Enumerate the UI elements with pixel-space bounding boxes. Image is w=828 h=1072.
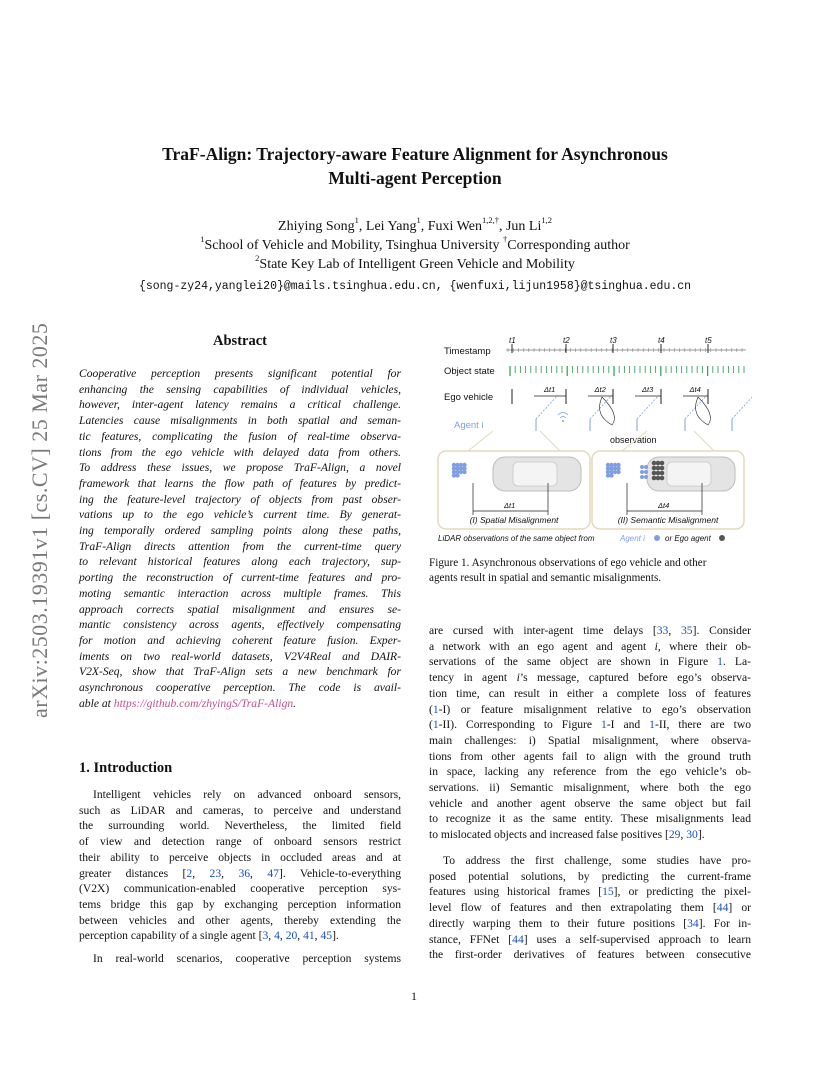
legend-agent-text: Agent i <box>620 534 645 543</box>
figure-panels <box>438 431 744 543</box>
text-line <box>429 702 751 718</box>
title-line-1: TraF-Align: Trajectory-aware Feature Alignment for Asynchronous <box>162 144 668 164</box>
text-line <box>429 947 751 963</box>
affiliation-2 <box>80 253 750 273</box>
text-span: to recognize it as the same entity. These misalignments lead <box>429 812 751 826</box>
abstract-line: Latencies cause misalignments in both spatial and seman- <box>79 414 401 428</box>
citation-link[interactable]: 1 <box>601 718 607 732</box>
panel-connector <box>468 431 493 451</box>
abstract-line: mantic consistency across agents, effectively compensating <box>79 618 401 632</box>
text-span: main challenges: i) Spatial misalignment, where observa- <box>429 733 751 747</box>
citation-link[interactable]: 15 <box>602 885 614 899</box>
text-span: , <box>250 866 268 880</box>
author-4: Jun Li <box>505 219 542 234</box>
citation-link[interactable]: 34 <box>687 916 699 930</box>
text-span: the surrounding world. Nevertheless, the limited field <box>79 819 401 833</box>
message-arrow <box>685 395 707 419</box>
text-span: Intelligent vehicles rely on advanced onboard sensors, <box>93 788 401 801</box>
text-span: . <box>293 696 297 710</box>
text-span: greater distances [ <box>79 866 187 880</box>
text-line <box>79 834 401 850</box>
text-line <box>79 897 401 913</box>
abstract-line: vations up to the ego vehicle’s current time. By generat- <box>79 508 401 522</box>
delta-label: Δt4 <box>689 385 701 394</box>
text-span: ( <box>429 718 433 732</box>
citation-link[interactable]: 35 <box>681 624 693 637</box>
text-span: between vehicles and other agents, thereby extending the <box>79 913 401 927</box>
text-line <box>79 787 401 803</box>
text-span: vehicle and another agent observe the same object but fail <box>429 796 751 810</box>
text-span: perception capability of a single agent [ <box>79 929 263 943</box>
panel-label: (I) Spatial Misalignment <box>469 515 559 525</box>
citation-link[interactable]: 36 <box>238 866 251 880</box>
abstract-line: tions from the ego vehicle with delayed data from others. <box>79 445 401 459</box>
math-symbol: i <box>654 639 658 653</box>
delta-label: Δt3 <box>642 385 654 394</box>
timestamp-label: t5 <box>705 336 712 345</box>
text-span: ]. Consider <box>692 624 751 637</box>
author-2-sup: 1 <box>416 215 421 226</box>
lidar-point-agent <box>616 470 620 474</box>
citation-link[interactable]: 45 <box>320 929 333 943</box>
abstract-line: V2X-Seq, show that TraF-Align sets a new benchmark for <box>79 665 401 679</box>
text-span: their ability to perceive objects in occluded areas and at <box>79 850 401 864</box>
text-span: tems bridge this gap by exchanging perception information <box>79 897 401 911</box>
arxiv-stamp: arXiv:2503.19391v1 [cs.CV] 25 Mar 2025 <box>27 322 52 718</box>
lidar-point-agent <box>644 475 648 479</box>
lidar-point-ego <box>652 471 657 476</box>
text-span: . La- <box>722 655 752 669</box>
abstract-last-line <box>79 696 401 712</box>
citation-link[interactable]: 1 <box>649 718 655 732</box>
row-label-timestamp: Timestamp <box>444 346 491 357</box>
text-line <box>429 932 751 948</box>
message-arrow <box>637 395 659 419</box>
abstract-body <box>79 366 401 711</box>
lidar-point-ego <box>652 461 657 466</box>
author-2: Lei Yang <box>365 219 417 234</box>
lidar-point-agent <box>455 473 459 477</box>
text-span: servations of the same object are shown in Figure <box>429 655 718 669</box>
text-line <box>79 866 401 882</box>
text-span: are cursed with inter-agent time delays [ <box>429 624 657 637</box>
legend-agent-dot <box>654 535 660 541</box>
legend-ego-dot <box>719 535 725 541</box>
text-span: ]. <box>697 828 705 842</box>
text-span: ]. For in- <box>698 916 751 930</box>
citation-link[interactable]: 2 <box>186 866 193 880</box>
lidar-point-agent <box>640 475 644 479</box>
timestamp-label: t4 <box>658 336 665 345</box>
text-span: level flow of features and then extrapolating them [ <box>429 901 717 915</box>
math-symbol: i <box>516 671 520 685</box>
intro-paragraph-2 <box>79 951 401 967</box>
abstract-line: asynchronous cooperative perception. The code is avail- <box>79 681 401 695</box>
text-line <box>429 796 751 812</box>
intro-paragraph-1 <box>79 787 401 944</box>
row-label-agent-i: Agent i <box>454 420 484 431</box>
text-span: , <box>192 866 210 880</box>
text-line <box>429 884 751 900</box>
text-span: the first-order derivatives of features between consecutive <box>429 948 751 962</box>
citation-link[interactable]: 4 <box>274 929 280 943</box>
citation-link[interactable]: 1 <box>432 702 439 716</box>
text-span: -I and <box>606 718 650 732</box>
citation-link[interactable]: 30 <box>686 828 698 842</box>
introduction-heading: 1. Introduction <box>79 760 173 776</box>
text-line <box>429 916 751 932</box>
abstract-line: porting the reconstruction of current-time features and pro- <box>79 571 401 585</box>
abstract-heading: Abstract <box>213 333 267 349</box>
text-span: , <box>221 866 239 880</box>
abstract-line: to relevant historical features along each trajectory, sup- <box>79 555 401 569</box>
citation-link[interactable]: 1 <box>717 655 723 669</box>
text-span: -II). Corresponding to Figure <box>438 718 602 732</box>
panel-label: (II) Semantic Misalignment <box>617 515 719 525</box>
abstract-line: tic features, complicating the fusion of real-time observa- <box>79 429 401 443</box>
text-span: tions from other agents fail to align with the ground truth <box>429 749 751 763</box>
text-line <box>79 850 401 866</box>
affiliation-1-sup: 1 <box>200 234 205 245</box>
author-1-sup: 1 <box>354 215 359 226</box>
text-span: directly warping them to their future positions [ <box>429 916 688 930</box>
citation-link[interactable]: 44 <box>512 932 524 946</box>
text-line <box>429 811 751 827</box>
text-span: posed potential solutions, by predicting the current-frame <box>429 869 751 883</box>
text-span: ]. <box>332 929 339 943</box>
citation-link[interactable]: 29 <box>668 828 681 842</box>
abstract-line: iments on two real-world datasets, V2V4Real and DAIR- <box>79 649 401 663</box>
affiliation-1-text: School of Vehicle and Mobility, Tsinghua University <box>204 238 504 253</box>
lidar-point-agent <box>640 465 644 469</box>
text-line <box>79 913 401 929</box>
affiliation-1 <box>80 234 750 254</box>
author-1: Zhiying Song <box>278 219 355 234</box>
timestamp-label: t2 <box>563 336 570 345</box>
lidar-point-ego <box>656 471 661 476</box>
text-line <box>79 803 401 819</box>
corresponding-sup: † <box>503 234 508 245</box>
text-span: ] uses a self-supervised approach to learn <box>523 932 751 946</box>
figure-1 <box>430 333 752 548</box>
lidar-point-agent <box>644 465 648 469</box>
paper-title <box>80 142 750 190</box>
lidar-point-ego <box>660 471 665 476</box>
abstract-line: for motion and achieving coherent feature fusion. Exper- <box>79 633 401 647</box>
text-line <box>429 639 751 655</box>
abstract-line: moting semantic interaction across multiple frames. This <box>79 586 401 600</box>
text-span: , where their ob- <box>657 639 751 653</box>
page-number: 1 <box>411 989 417 1003</box>
text-line <box>79 881 401 897</box>
car-cabin <box>513 462 557 486</box>
text-span: , <box>279 929 286 943</box>
citation-link[interactable]: 41 <box>303 929 315 943</box>
text-line <box>429 869 751 885</box>
row-label-ego-vehicle: Ego vehicle <box>444 392 494 403</box>
panel-connector <box>694 431 714 451</box>
author-emails: {song-zy24,yanglei20}@mails.tsinghua.edu.cn, {wenfuxi,lijun1958}@tsinghua.edu.cn <box>138 280 692 293</box>
text-line <box>429 717 751 733</box>
lidar-point-ego <box>656 466 661 471</box>
delta-label: Δt2 <box>594 385 606 394</box>
message-arrow <box>536 395 558 419</box>
abstract-line: however, inter-agent latency remains a critical challenge. <box>79 398 401 412</box>
abstract-line: approach corrects spatial misalignment and ensures se- <box>79 602 401 616</box>
abstract-line: TraF-Align directs attention from the current-time query <box>79 539 401 553</box>
lidar-point-ego <box>660 466 665 471</box>
title-line-2: Multi-agent Perception <box>328 168 502 188</box>
lidar-point-agent <box>609 473 613 477</box>
text-span: To address the first challenge, some studies have pro- <box>443 854 751 867</box>
timestamp-label: t1 <box>509 336 516 345</box>
text-line <box>429 733 751 749</box>
text-line <box>429 827 751 843</box>
text-span: able at <box>79 696 114 710</box>
message-arrow <box>732 395 752 419</box>
lidar-point-ego <box>652 476 657 481</box>
affiliation-2-sup: 2 <box>255 253 260 264</box>
text-line <box>429 749 751 765</box>
text-span: ( <box>429 702 433 716</box>
text-line <box>429 686 751 702</box>
message-arrow <box>590 395 612 419</box>
intro-paragraph-2-line: In real-world scenarios, cooperative perception systems <box>93 952 401 965</box>
corresponding-text: Corresponding author <box>507 238 630 253</box>
text-line <box>429 670 751 686</box>
affiliation-2-text: State Key Lab of Intelligent Green Vehicle and Mobility <box>259 257 575 272</box>
text-span: , <box>268 929 275 943</box>
author-3-sup: 1,2,† <box>481 215 499 226</box>
text-span: ]. Vehicle-to-everything <box>278 866 402 880</box>
row-label-object-state: Object state <box>444 366 495 377</box>
text-line <box>79 928 401 944</box>
text-span: ], or predicting the pixel- <box>613 885 751 899</box>
text-span: of view and detection range of onboard sensors restrict <box>79 835 401 849</box>
text-line <box>429 780 751 796</box>
abstract-line: framework that learns the flow path of features by predict- <box>79 476 401 490</box>
observation-loop <box>600 397 615 425</box>
text-span: (V2X) communication-enabled cooperative perception sys- <box>79 882 401 896</box>
lidar-point-agent <box>644 470 648 474</box>
text-span: , <box>668 624 681 637</box>
text-span: -I) or feature misalignment relative to ego’s observation <box>438 702 751 716</box>
citation-link[interactable]: 23 <box>209 866 222 880</box>
text-span: , <box>680 828 687 842</box>
citation-link[interactable]: 1 <box>432 718 439 732</box>
text-span: stance, FFNet [ <box>429 932 513 946</box>
author-3: Fuxi Wen <box>427 219 482 234</box>
right-paragraph-2 <box>429 853 751 963</box>
text-span: such as LiDAR and cameras, to perceive and understand <box>79 803 401 817</box>
text-span: tency in agent <box>429 671 517 685</box>
lidar-point-ego <box>660 461 665 466</box>
text-line <box>429 900 751 916</box>
text-span: in space, lacking any reference from the ego vehicle’s ob- <box>429 765 751 779</box>
timestamp-label: t3 <box>610 336 617 345</box>
car-cabin <box>667 462 711 486</box>
panel-delta-label: Δt4 <box>658 501 670 510</box>
legend-or-text: or Ego agent <box>665 534 711 543</box>
lidar-point-ego <box>660 476 665 481</box>
author-4-sup: 1,2 <box>541 215 552 226</box>
caption-line-2: agents result in spatial and semantic misalignments. <box>429 572 662 584</box>
observation-label: observation <box>610 435 657 445</box>
citation-link[interactable]: 33 <box>656 624 669 637</box>
text-line <box>429 623 751 639</box>
lidar-point-agent <box>462 470 466 474</box>
citation-link[interactable]: 44 <box>716 901 729 915</box>
text-line <box>429 654 751 670</box>
abstract-line: ing the feature-level trajectory of objects from past obser- <box>79 492 401 506</box>
legend-text: LiDAR observations of the same object from <box>438 534 595 543</box>
figure-1-caption <box>429 556 751 586</box>
text-span: to mislocated objects and increased false positives [ <box>429 828 669 842</box>
text-span: servations. ii) Semantic misalignment, where both the ego <box>429 781 751 795</box>
text-span: , <box>314 929 321 943</box>
citation-link[interactable]: 47 <box>267 866 279 880</box>
figure-timeline <box>444 336 752 445</box>
wifi-icon-dot <box>562 420 564 422</box>
text-span: -II, there are two <box>654 718 752 732</box>
code-link[interactable]: https://github.com/zhyingS/TraF-Align <box>113 696 294 710</box>
delta-label: Δt1 <box>544 385 556 394</box>
text-span: ] or <box>728 901 752 915</box>
lidar-point-ego <box>652 466 657 471</box>
lidar-point-agent <box>640 470 644 474</box>
abstract-line: To address these issues, we propose TraF-Align, a novel <box>79 461 401 475</box>
text-line <box>429 853 751 869</box>
authors: Zhiying Song$^1$, Lei Yang$^1$, Fuxi Wen$^{1,2,\dagger}$, Jun Li$^{1,2}$ <box>278 215 552 234</box>
citation-link[interactable]: 20 <box>285 929 298 943</box>
citation-link[interactable]: 3 <box>262 929 269 943</box>
text-line <box>429 764 751 780</box>
abstract-line: Cooperative perception presents significant potential for <box>79 367 401 380</box>
lidar-point-ego <box>656 476 661 481</box>
text-span: , <box>297 929 304 943</box>
panel-delta-label: Δt1 <box>504 501 516 510</box>
abstract-line: ing temporally ordered sampling points along these paths, <box>79 524 401 538</box>
abstract-line: enhancing the sensing capabilities of individual vehicles, <box>79 382 401 396</box>
text-span: a network with an ego agent and agent <box>429 639 655 653</box>
panel-connector <box>540 431 560 451</box>
right-paragraph-1 <box>429 623 751 843</box>
text-span: ’s message, captured before ego’s observa- <box>519 671 751 685</box>
text-line <box>79 818 401 834</box>
text-span: tion time, can result in either a complete loss of features <box>429 686 751 700</box>
lidar-point-ego <box>656 461 661 466</box>
caption-line-1: Figure 1. Asynchronous observations of ego vehicle and other <box>429 557 707 569</box>
text-span: features using historical frames [ <box>429 885 603 899</box>
wifi-icon <box>558 413 568 419</box>
